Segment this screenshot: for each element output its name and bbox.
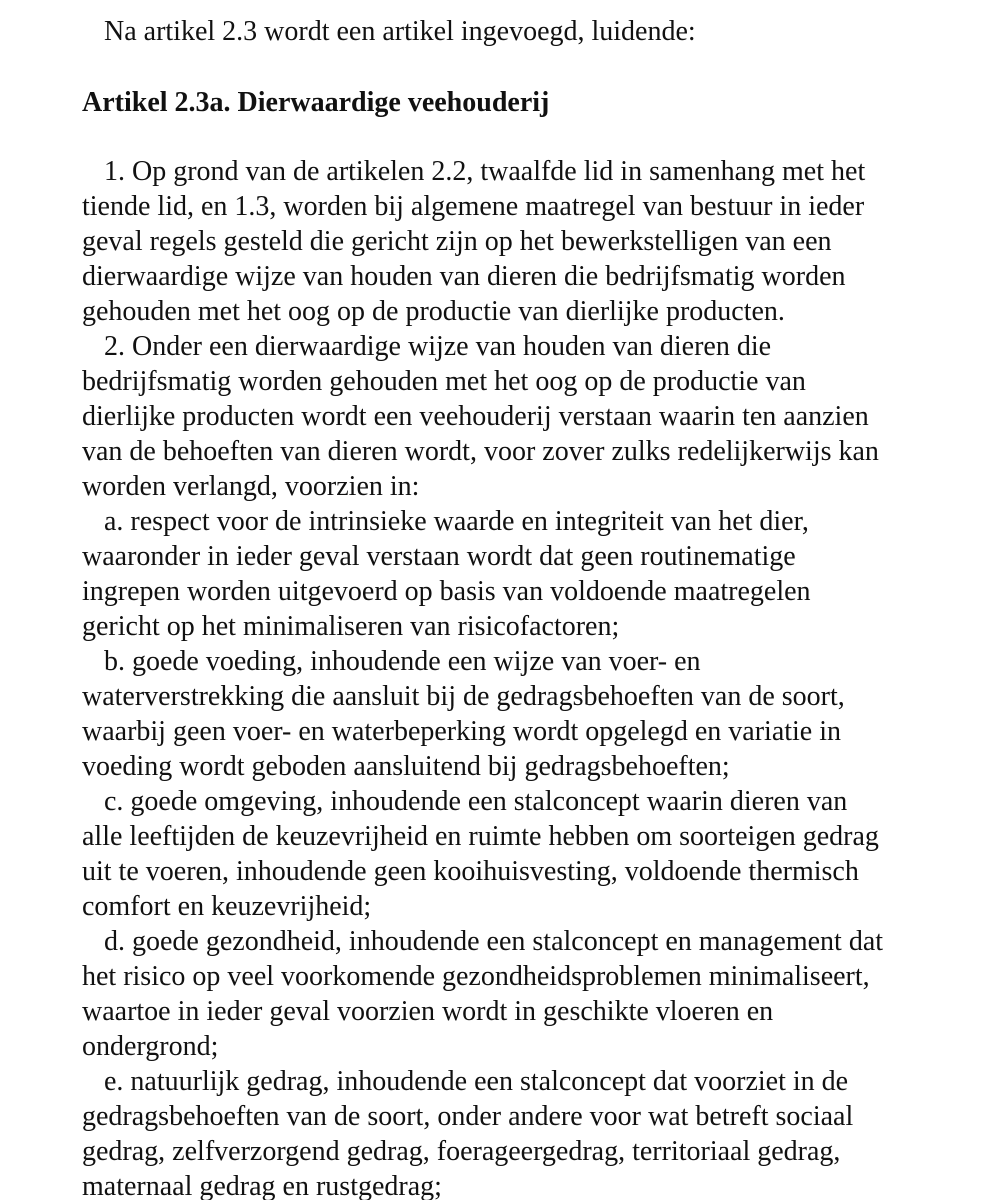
list-item-line: maternaal gedrag en rustgedrag; xyxy=(82,1171,442,1200)
list-item-line: b. goede voeding, inhoudende een wijze van voer- en xyxy=(104,646,701,677)
list-item-line: ondergrond; xyxy=(82,1031,219,1062)
list-item-line: e. natuurlijk gedrag, inhoudende een stalconcept dat voorziet in de xyxy=(104,1066,849,1097)
list-item-line: d. goede gezondheid, inhoudende een stalconcept en management dat xyxy=(104,926,884,957)
list-item-line: gedragsbehoeften van de soort, onder andere voor wat betreft sociaal xyxy=(82,1101,854,1132)
paragraph-line: bedrijfsmatig worden gehouden met het oog op de productie van xyxy=(82,366,806,397)
paragraph-line: worden verlangd, voorzien in: xyxy=(82,471,420,502)
list-item-line: c. goede omgeving, inhoudende een stalconcept waarin dieren van xyxy=(104,786,848,817)
paragraph-line: gehouden met het oog op de productie van dierlijke producten. xyxy=(82,296,785,327)
list-item-line: uit te voeren, inhoudende geen kooihuisvesting, voldoende thermisch xyxy=(82,856,859,887)
paragraph-line: tiende lid, en 1.3, worden bij algemene maatregel van bestuur in ieder xyxy=(82,191,865,222)
list-item-line: waaronder in ieder geval verstaan wordt dat geen routinematige xyxy=(82,541,796,572)
list-item-line: waarbij geen voer- en waterbeperking wordt opgelegd en variatie in xyxy=(82,716,842,747)
paragraph-line: dierwaardige wijze van houden van dieren die bedrijfsmatig worden xyxy=(82,261,846,292)
paragraph-line: dierlijke producten wordt een veehouderij verstaan waarin ten aanzien xyxy=(82,401,869,432)
list-item-line: voeding wordt geboden aansluitend bij gedragsbehoeften; xyxy=(82,751,730,782)
article-heading: Artikel 2.3a. Dierwaardige veehouderij xyxy=(82,87,550,118)
list-item-line: ingrepen worden uitgevoerd op basis van voldoende maatregelen xyxy=(82,576,811,607)
list-item-line: alle leeftijden de keuzevrijheid en ruimte hebben om soorteigen gedrag xyxy=(82,821,879,852)
list-item-line: waterverstrekking die aansluit bij de gedragsbehoeften van de soort, xyxy=(82,681,845,712)
list-item-line: het risico op veel voorkomende gezondheidsproblemen minimaliseert, xyxy=(82,961,870,992)
intro-text: Na artikel 2.3 wordt een artikel ingevoegd, luidende: xyxy=(104,16,696,47)
paragraph-line: 1. Op grond van de artikelen 2.2, twaalfde lid in samenhang met het xyxy=(104,156,866,187)
paragraph-line: geval regels gesteld die gericht zijn op het bewerkstelligen van een xyxy=(82,226,832,257)
list-item-line: gericht op het minimaliseren van risicofactoren; xyxy=(82,611,620,642)
list-item-line: waartoe in ieder geval voorzien wordt in geschikte vloeren en xyxy=(82,996,774,1027)
list-item-line: comfort en keuzevrijheid; xyxy=(82,891,372,922)
paragraph-line: 2. Onder een dierwaardige wijze van houden van dieren die xyxy=(104,331,772,362)
paragraph-line: van de behoeften van dieren wordt, voor zover zulks redelijkerwijs kan xyxy=(82,436,879,467)
list-item-line: gedrag, zelfverzorgend gedrag, foerageergedrag, territoriaal gedrag, xyxy=(82,1136,841,1167)
list-item-line: a. respect voor de intrinsieke waarde en integriteit van het dier, xyxy=(104,506,809,537)
